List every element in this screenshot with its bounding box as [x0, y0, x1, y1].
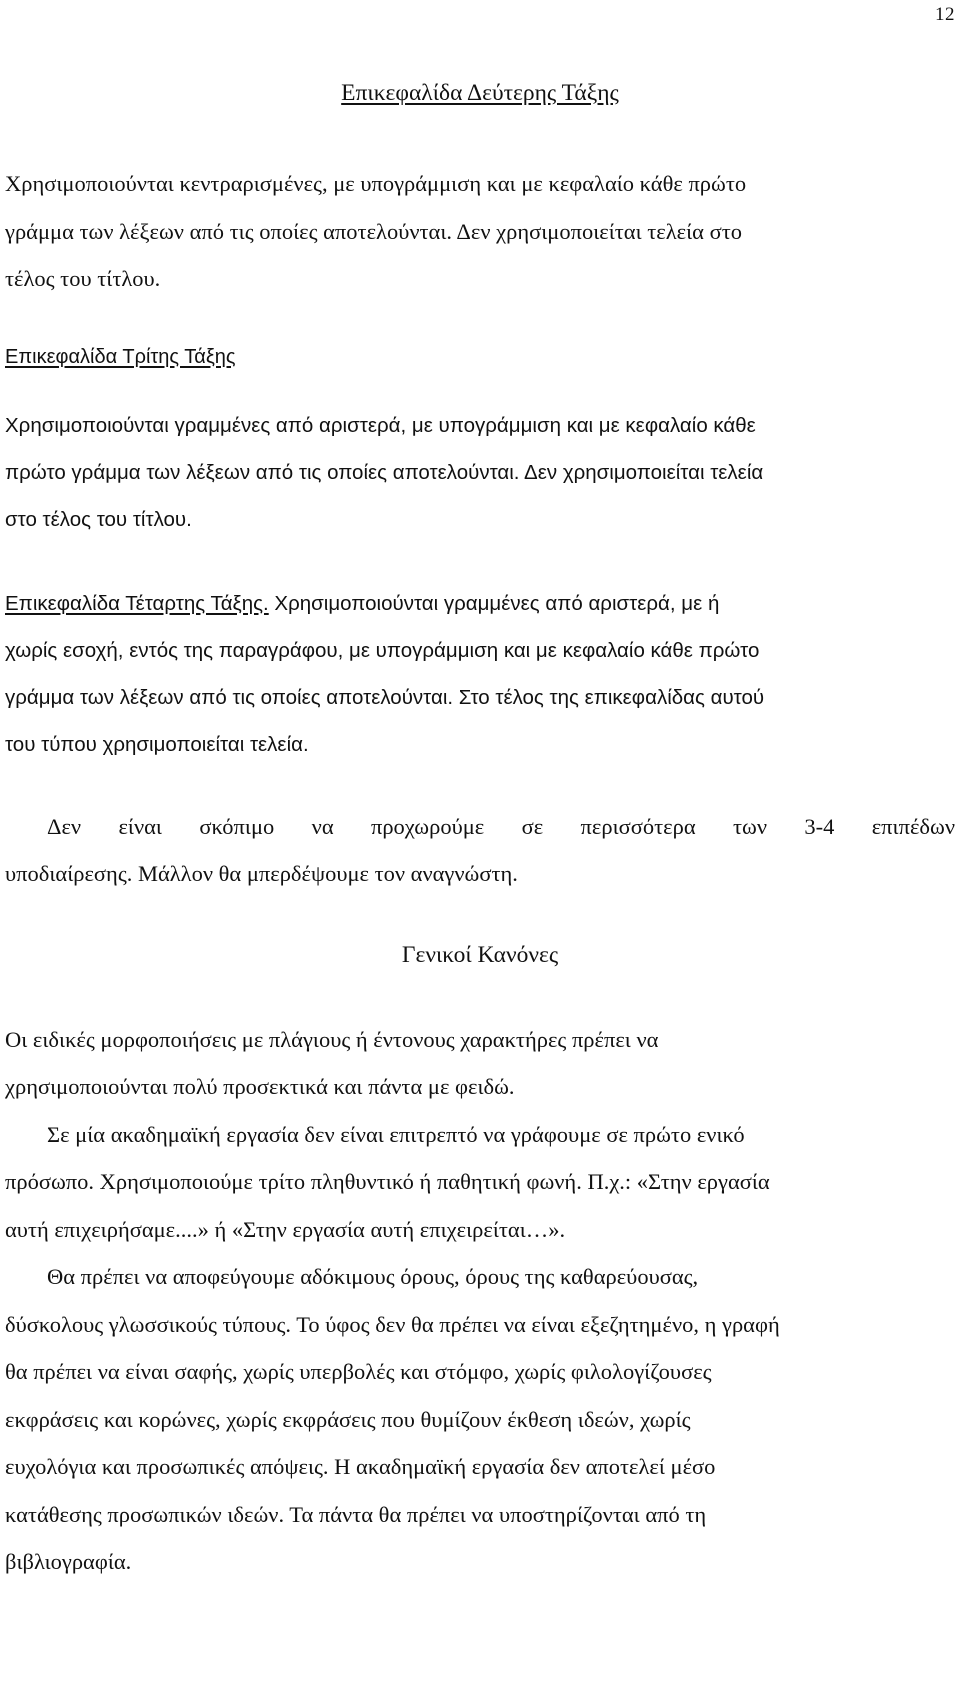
- rule-line: Οι ειδικές μορφοποιήσεις με πλάγιους ή έντονους χαρακτήρες πρέπει να: [5, 1026, 659, 1052]
- general-rules-paragraph: [5, 1111, 955, 1254]
- level3-description: [5, 402, 955, 543]
- rule-line: αυτή επιχειρήσαμε....» ή «Στην εργασία αυτή επιχειρείται…».: [5, 1216, 566, 1242]
- rule-line: Θα πρέπει να αποφεύγουμε αδόκιμους όρους, όρους της καθαρεύουσας,: [47, 1264, 699, 1289]
- level4-heading-text: Επικεφαλίδα Τέταρτης Τάξης.: [5, 591, 269, 615]
- rule-line: ευχολόγια και προσωπικές απόψεις. Η ακαδημαϊκή εργασία δεν αποτελεί μέσο: [5, 1454, 716, 1479]
- level4-first-line-rest: Χρησιμοποιούνται γραμμένες από αριστερά, με ή: [268, 591, 720, 615]
- rule-line: θα πρέπει να είναι σαφής, χωρίς υπερβολές και στόμφο, χωρίς φιλολογίζουσες: [5, 1359, 712, 1384]
- rule-line: πρόσωπο. Χρησιμοποιούμε τρίτο πληθυντικό ή παθητική φωνή. Π.χ.: «Στην εργασία: [5, 1169, 770, 1194]
- rule-line: βιβλιογραφία.: [5, 1549, 132, 1574]
- level3-description-line: πρώτο γράμμα των λέξεων από τις οποίες αποτελούνται. Δεν χρησιμοποιείται τελεία: [5, 460, 764, 484]
- depth-note: [5, 803, 955, 898]
- level3-heading-text: Επικεφαλίδα Τρίτης Τάξης: [5, 345, 236, 368]
- level2-heading: [5, 78, 955, 108]
- level4-description-line: χωρίς εσοχή, εντός της παραγράφου, με υπογράμμιση και με κεφαλαίο κάθε πρώτο: [5, 638, 760, 662]
- rule-line: χρησιμοποιούνται πολύ προσεκτικά και πάντα με φειδώ.: [5, 1074, 515, 1099]
- general-rules-heading: Γενικοί Κανόνες: [401, 941, 559, 968]
- level2-heading-text: Επικεφαλίδα Δεύτερης Τάξης: [341, 80, 619, 106]
- level2-description-line: γράμμα των λέξεων από τις οποίες αποτελούνται. Δεν χρησιμοποιείται τελεία στο: [5, 218, 742, 244]
- page-number: 12: [935, 4, 955, 25]
- level2-description-line: Χρησιμοποιούνται κεντραρισμένες, με υπογράμμιση και με κεφαλαίο κάθε πρώτο: [5, 171, 747, 196]
- level2-description-line: τέλος του τίτλου.: [5, 266, 161, 291]
- level3-heading: [5, 342, 955, 372]
- level4-first-line: [5, 580, 955, 627]
- level4-paragraph: [5, 580, 955, 768]
- depth-note-line: υποδιαίρεσης. Μάλλον θα μπερδέψουμε τον αναγνώστη.: [5, 861, 518, 886]
- rule-line: δύσκολους γλωσσικούς τύπους. Το ύφος δεν θα πρέπει να είναι εξεζητημένο, η γραφή: [5, 1311, 780, 1337]
- level4-description-line: του τύπου χρησιμοποιείται τελεία.: [5, 732, 309, 756]
- depth-note-line: Δεν είναι σκόπιμο να προχωρούμε σε περισσότερα των 3-4 επιπέδων: [47, 813, 955, 839]
- rule-line: Σε μία ακαδημαϊκή εργασία δεν είναι επιτρεπτό να γράφουμε σε πρώτο ενικό: [47, 1121, 745, 1147]
- general-rules-paragraph: [5, 1016, 955, 1111]
- general-rules-paragraph: [5, 1253, 955, 1586]
- level3-description-line: στο τέλος του τίτλου.: [5, 507, 192, 531]
- level4-description-line: γράμμα των λέξεων από τις οποίες αποτελούνται. Στο τέλος της επικεφαλίδας αυτού: [5, 685, 765, 709]
- rule-line: εκφράσεις και κορώνες, χωρίς εκφράσεις που θυμίζουν έκθεση ιδεών, χωρίς: [5, 1406, 691, 1432]
- rule-line: κατάθεσης προσωπικών ιδεών. Τα πάντα θα πρέπει να υποστηρίζονται από τη: [5, 1501, 707, 1527]
- level2-description: [5, 160, 955, 303]
- level3-description-line: Χρησιμοποιούνται γραμμένες από αριστερά, με υπογράμμιση και με κεφαλαίο κάθε: [5, 413, 756, 437]
- document-body: [5, 82, 955, 1586]
